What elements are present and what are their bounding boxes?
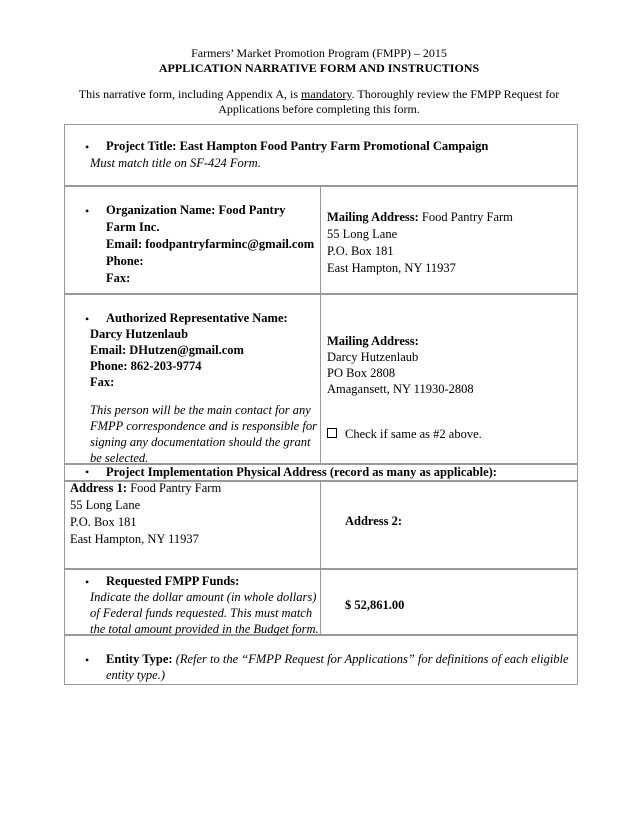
representative-fax-label: Fax:	[90, 375, 115, 389]
organization-phone-label: Phone:	[106, 254, 144, 268]
entity-type: Entity Type: (Refer to the “FMPP Request for Applications” for definitions of each eligible	[106, 652, 569, 666]
project-title: Project Title: East Hampton Food Pantry Farm Promotional Campaign	[106, 139, 489, 153]
address1-line4: East Hampton, NY 11937	[70, 532, 199, 546]
address1-line1: Address 1: Food Pantry Farm	[70, 481, 222, 495]
representative-mailing-line3: Amagansett, NY 11930-2808	[327, 382, 474, 396]
bullet-icon: •	[85, 575, 90, 589]
organization-mailing-line4: East Hampton, NY 11937	[327, 261, 456, 275]
representative-note-line3: signing any documentation should the grant	[90, 435, 311, 449]
mandatory-text: mandatory	[301, 87, 352, 101]
bullet-icon: •	[85, 312, 90, 326]
bullet-icon: •	[85, 653, 90, 667]
representative-note-line1: This person will be the main contact for any	[90, 403, 311, 417]
representative-phone: Phone: 862-203-9774	[90, 359, 202, 373]
representative-label: Authorized Representative Name:	[106, 311, 288, 325]
form-intro-line2: Applications before completing this form.	[218, 102, 420, 116]
representative-mailing-line1: Darcy Hutzenlaub	[327, 350, 419, 364]
representative-divider	[320, 294, 321, 464]
funds-note-line1: Indicate the dollar amount (in whole dollars)	[90, 590, 317, 604]
project-title-note: Must match title on SF-424 Form.	[90, 156, 261, 170]
organization-mailing-line3: P.O. Box 181	[327, 244, 394, 258]
representative-email: Email: DHutzen@gmail.com	[90, 343, 244, 357]
funds-label: Requested FMPP Funds:	[106, 574, 240, 588]
representative-note-line4: be selected.	[90, 451, 149, 465]
address1-line3: P.O. Box 181	[70, 515, 137, 529]
address1-line2: 55 Long Lane	[70, 498, 141, 512]
organization-divider	[320, 186, 321, 294]
representative-mailing-line2: PO Box 2808	[327, 366, 396, 380]
organization-email: Email: foodpantryfarminc@gmail.com	[106, 237, 315, 251]
funds-divider	[320, 569, 321, 635]
same-as-above-checkbox[interactable]	[327, 426, 482, 443]
project-title-value: East Hampton Food Pantry Farm Promotional Campaign	[179, 139, 489, 153]
funds-note-line3: the total amount provided in the Budget form.	[90, 622, 319, 636]
bullet-icon: •	[85, 204, 90, 218]
organization-name-line2: Farm Inc.	[106, 220, 160, 234]
address2-label: Address 2:	[345, 514, 403, 528]
same-as-above-label: Check if same as #2 above.	[345, 427, 482, 441]
funds-note-line2: of Federal funds requested. This must match	[90, 606, 313, 620]
form-intro-line1: This narrative form, including Appendix A, is mandatory. Thoroughly review the FMPP Request for	[78, 87, 560, 101]
representative-name: Darcy Hutzenlaub	[90, 327, 189, 341]
form-header-program: Farmers’ Market Promotion Program (FMPP) – 2015	[191, 46, 447, 60]
organization-name-label: Organization Name: Food Pantry	[106, 203, 286, 217]
organization-mailing-line2: 55 Long Lane	[327, 227, 398, 241]
bullet-icon: •	[85, 465, 90, 479]
entity-note-line2: entity type.)	[106, 668, 165, 682]
address-divider	[320, 481, 321, 569]
organization-mailing-address: Mailing Address: Food Pantry Farm	[327, 210, 513, 224]
bullet-icon: •	[85, 140, 90, 154]
representative-note-line2: FMPP correspondence and is responsible for	[90, 419, 317, 433]
checkbox-icon[interactable]	[327, 428, 337, 438]
implementation-heading: Project Implementation Physical Address (record as many as applicable):	[106, 465, 497, 479]
form-header-title: APPLICATION NARRATIVE FORM AND INSTRUCTIONS	[158, 61, 480, 75]
organization-fax-label: Fax:	[106, 271, 131, 285]
funds-amount: $ 52,861.00	[345, 598, 405, 612]
representative-mailing-label: Mailing Address:	[327, 334, 419, 348]
